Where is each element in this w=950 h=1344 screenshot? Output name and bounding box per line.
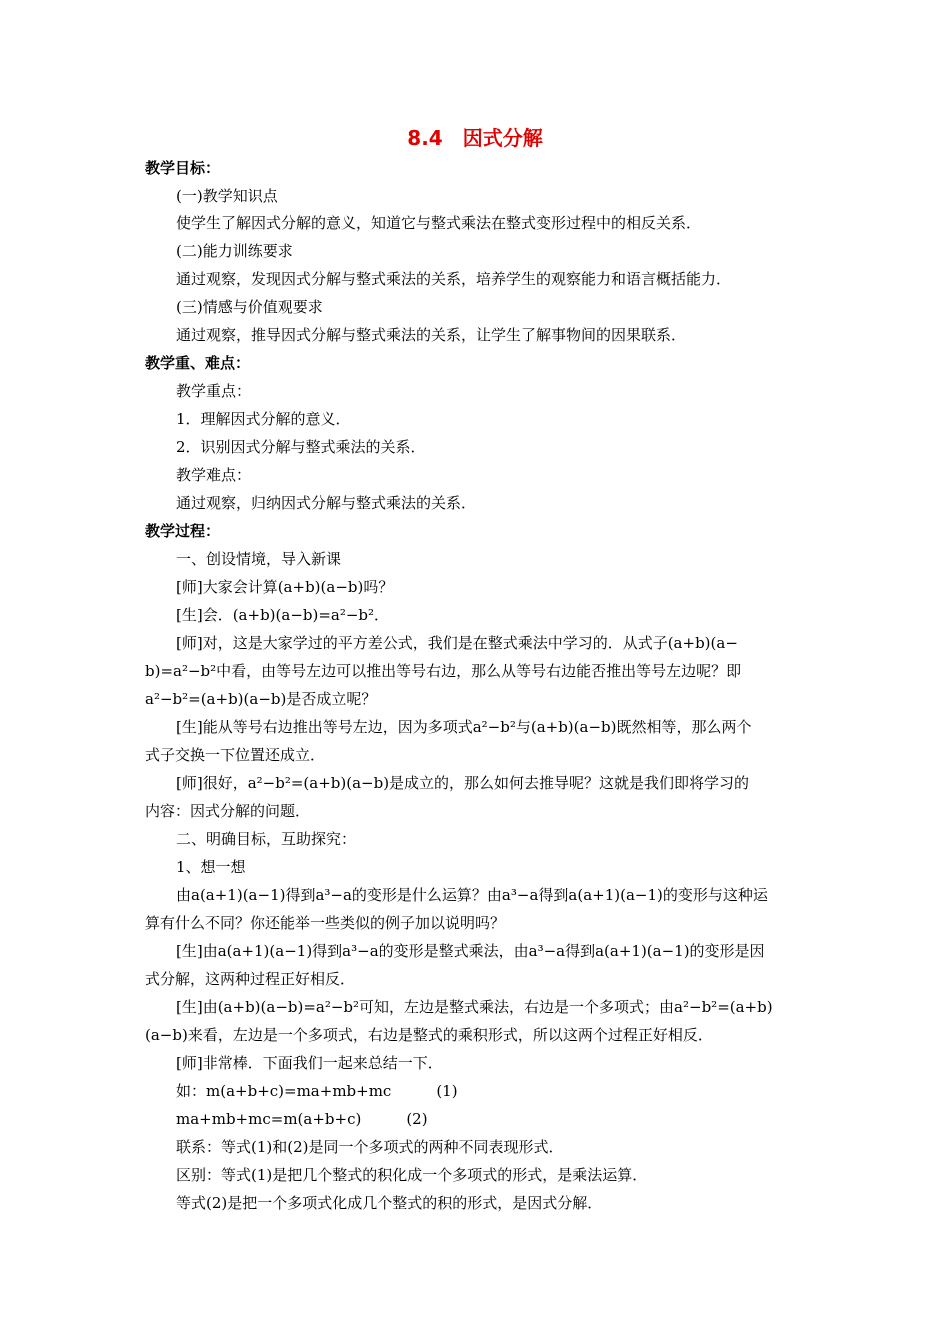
- text-line: 使学生了解因式分解的意义，知道它与整式乘法在整式变形过程中的相反关系．: [176, 214, 702, 232]
- text-line: (a−b)来看，左边是一个多项式，右边是整式的乘积形式，所以这两个过程正好相反．: [145, 1026, 713, 1044]
- text-line: 式子交换一下位置还成立．: [145, 746, 326, 764]
- text-line: 内容：因式分解的问题．: [145, 802, 311, 820]
- section-heading: 教学重、难点：: [145, 354, 251, 372]
- text-line: 通过观察，发现因式分解与整式乘法的关系，培养学生的观察能力和语言概括能力．: [176, 270, 732, 288]
- text-line: 如：m(a+b+c)=ma+mb+mc (1): [176, 1082, 458, 1100]
- text-line: 式分解，这两种过程正好相反．: [145, 970, 356, 988]
- text-line: 由a(a+1)(a−1)得到a³−a的变形是什么运算？由a³−a得到a(a+1)(a−1)的变形与这种运: [176, 886, 768, 904]
- text-line: [生]由a(a+1)(a−1)得到a³−a的变形是整式乘法，由a³−a得到a(a+1)(a−1)的变形是因: [176, 942, 765, 960]
- text-line: (二)能力训练要求: [176, 242, 293, 260]
- text-line: [师]大家会计算(a+b)(a−b)吗？: [176, 578, 394, 596]
- section-heading: 教学过程：: [145, 522, 221, 540]
- text-line: 教学重点：: [176, 382, 252, 400]
- text-line: 1．理解因式分解的意义．: [176, 410, 351, 428]
- text-line: (三)情感与价值观要求: [176, 298, 323, 316]
- text-line: b)=a²−b²中看，由等号左边可以推出等号右边，那么从等号右边能否推出等号左边呢？即: [145, 662, 742, 680]
- text-line: 通过观察，归纳因式分解与整式乘法的关系．: [176, 494, 477, 512]
- text-line: 教学难点：: [176, 466, 252, 484]
- document-title: 8.4 因式分解: [407, 126, 543, 150]
- text-line: 2．识别因式分解与整式乘法的关系．: [176, 438, 426, 456]
- section-heading: 教学目标：: [145, 159, 221, 177]
- text-line: [师]对，这是大家学过的平方差公式，我们是在整式乘法中学习的．从式子(a+b)(a−: [176, 634, 738, 652]
- text-line: 一、创设情境，导入新课: [176, 550, 342, 568]
- text-line: [生]会．(a+b)(a−b)=a²−b²．: [176, 606, 390, 624]
- text-line: 二、明确目标，互助探究：: [176, 830, 357, 848]
- text-line: 等式(2)是把一个多项式化成几个整式的积的形式，是因式分解．: [176, 1194, 603, 1212]
- text-line: (一)教学知识点: [176, 187, 278, 205]
- text-line: ma+mb+mc=m(a+b+c) (2): [176, 1110, 428, 1128]
- text-line: a²−b²=(a+b)(a−b)是否成立呢？: [145, 690, 377, 708]
- text-line: 算有什么不同？你还能举一些类似的例子加以说明吗？: [145, 914, 506, 932]
- text-line: [生]能从等号右边推出等号左边，因为多项式a²−b²与(a+b)(a−b)既然相等，那么两个: [176, 718, 752, 736]
- text-line: 1、想一想: [176, 858, 246, 876]
- text-line: [师]很好，a²−b²=(a+b)(a−b)是成立的，那么如何去推导呢？这就是我们即将学习的: [176, 774, 750, 792]
- text-line: 联系：等式(1)和(2)是同一个多项式的两种不同表现形式．: [176, 1138, 564, 1156]
- text-line: [师]非常棒．下面我们一起来总结一下．: [176, 1054, 443, 1072]
- text-line: [生]由(a+b)(a−b)=a²−b²可知，左边是整式乘法，右边是一个多项式；由a²−b²=(a+b): [176, 998, 773, 1016]
- text-line: 通过观察，推导因式分解与整式乘法的关系，让学生了解事物间的因果联系．: [176, 326, 687, 344]
- text-line: 区别：等式(1)是把几个整式的积化成一个多项式的形式，是乘法运算．: [176, 1166, 648, 1184]
